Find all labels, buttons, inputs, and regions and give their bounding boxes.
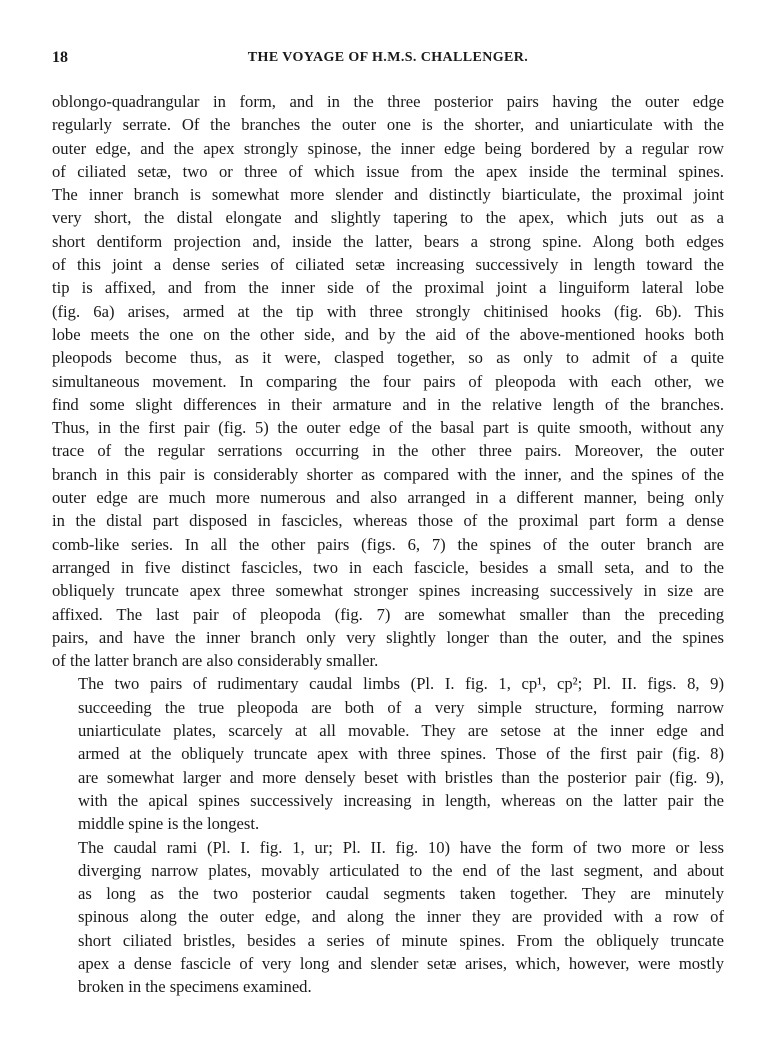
text-line: diverging narrow plates, movably articulated to the end of the last segment, and about — [78, 860, 724, 880]
page-header — [52, 46, 724, 70]
running-title: THE VOYAGE OF H.M.S. CHALLENGER. — [247, 50, 529, 65]
text-line: find some slight differences in their armature and in the relative length of the branches. — [52, 394, 724, 414]
text-line: branch in this pair is considerably shorter as compared with the inner, and the spines of the — [52, 464, 724, 484]
text-line: very short, the distal elongate and slightly tapering to the apex, which juts out as a — [52, 208, 724, 228]
text-line: with the apical spines successively increasing in length, whereas on the latter pair the — [78, 790, 724, 810]
text-line: trace of the regular serrations occurring in the other three pairs. Moreover, the outer — [52, 441, 724, 461]
text-line: The inner branch is somewhat more slender and distinctly biarticulate, the proximal joint — [52, 185, 724, 205]
text-line: short dentiform projection and, inside the latter, bears a strong spine. Along both edges — [52, 231, 724, 251]
text-line: of the latter branch are also considerably smaller. — [52, 651, 379, 671]
text-line: broken in the specimens examined. — [78, 977, 312, 997]
text-line: affixed. The last pair of pleopoda (fig. 7) are somewhat smaller than the preceding — [52, 604, 724, 624]
text-line: are somewhat larger and more densely beset with bristles than the posterior pair (fig. 9), — [78, 767, 724, 787]
text-line: armed at the obliquely truncate apex with three spines. Those of the first pair (fig. 8) — [78, 744, 724, 764]
text-line: outer edge, and the apex strongly spinose, the inner edge being bordered by a regular row — [52, 138, 724, 158]
text-line: The caudal rami (Pl. I. fig. 1, ur; Pl. II. fig. 10) have the form of two more or less — [78, 837, 724, 857]
paragraph-2 — [52, 672, 724, 835]
page-number: 18 — [52, 49, 68, 66]
text-line: arranged in five distinct fascicles, two in each fascicle, besides a small seta, and to the — [52, 557, 724, 577]
text-line: oblongo-quadrangular in form, and in the three posterior pairs having the outer edge — [52, 92, 724, 111]
text-line: outer edge are much more numerous and also arranged in a different manner, being only — [52, 488, 724, 508]
text-line: Thus, in the first pair (fig. 5) the outer edge of the basal part is quite smooth, without any — [52, 418, 724, 438]
text-line: lobe meets the one on the other side, and by the aid of the above-mentioned hooks both — [52, 324, 724, 344]
text-line: pairs, and have the inner branch only very slightly longer than the outer, and the spines — [52, 627, 724, 647]
text-line: apex a dense fascicle of very long and slender setæ arises, which, however, were mostly — [78, 953, 724, 973]
text-line: (fig. 6a) arises, armed at the tip with three strongly chitinised hooks (fig. 6b). This — [52, 301, 724, 321]
text-line: regularly serrate. Of the branches the outer one is the shorter, and uniarticulate with the — [52, 115, 724, 135]
text-line: The two pairs of rudimentary caudal limbs (Pl. I. fig. 1, cp¹, cp²; Pl. II. figs. 8, 9) — [78, 674, 724, 694]
text-line: of this joint a dense series of ciliated setæ increasing successively in length toward the — [52, 255, 724, 275]
text-line: middle spine is the longest. — [78, 814, 260, 834]
paragraph-3 — [52, 836, 724, 999]
text-line: spinous along the outer edge, and along the inner they are provided with a row of — [78, 907, 724, 927]
text-line: as long as the two posterior caudal segments taken together. They are minutely — [78, 884, 724, 904]
text-line: tip is affixed, and from the inner side of the proximal joint a linguiform lateral lobe — [52, 278, 724, 298]
paragraph-1 — [52, 90, 724, 672]
text-line: in the distal part disposed in fascicles, whereas those of the proximal part form a dense — [52, 511, 724, 531]
text-line: obliquely truncate apex three somewhat stronger spines increasing successively in size are — [52, 581, 724, 601]
body-text — [52, 90, 724, 999]
text-line: simultaneous movement. In comparing the four pairs of pleopoda with each other, we — [52, 371, 724, 391]
text-line: of ciliated setæ, two or three of which issue from the apex inside the terminal spines. — [52, 161, 724, 181]
text-line: short ciliated bristles, besides a series of minute spines. From the obliquely truncate — [78, 930, 724, 950]
text-line: comb-like series. In all the other pairs (figs. 6, 7) the spines of the outer branch are — [52, 534, 724, 554]
text-line: succeeding the true pleopoda are both of a very simple structure, forming narrow — [78, 697, 724, 717]
text-line: pleopods become thus, as it were, clasped together, so as only to admit of a quite — [52, 348, 724, 368]
text-line: uniarticulate plates, scarcely at all movable. They are setose at the inner edge and — [78, 721, 724, 741]
